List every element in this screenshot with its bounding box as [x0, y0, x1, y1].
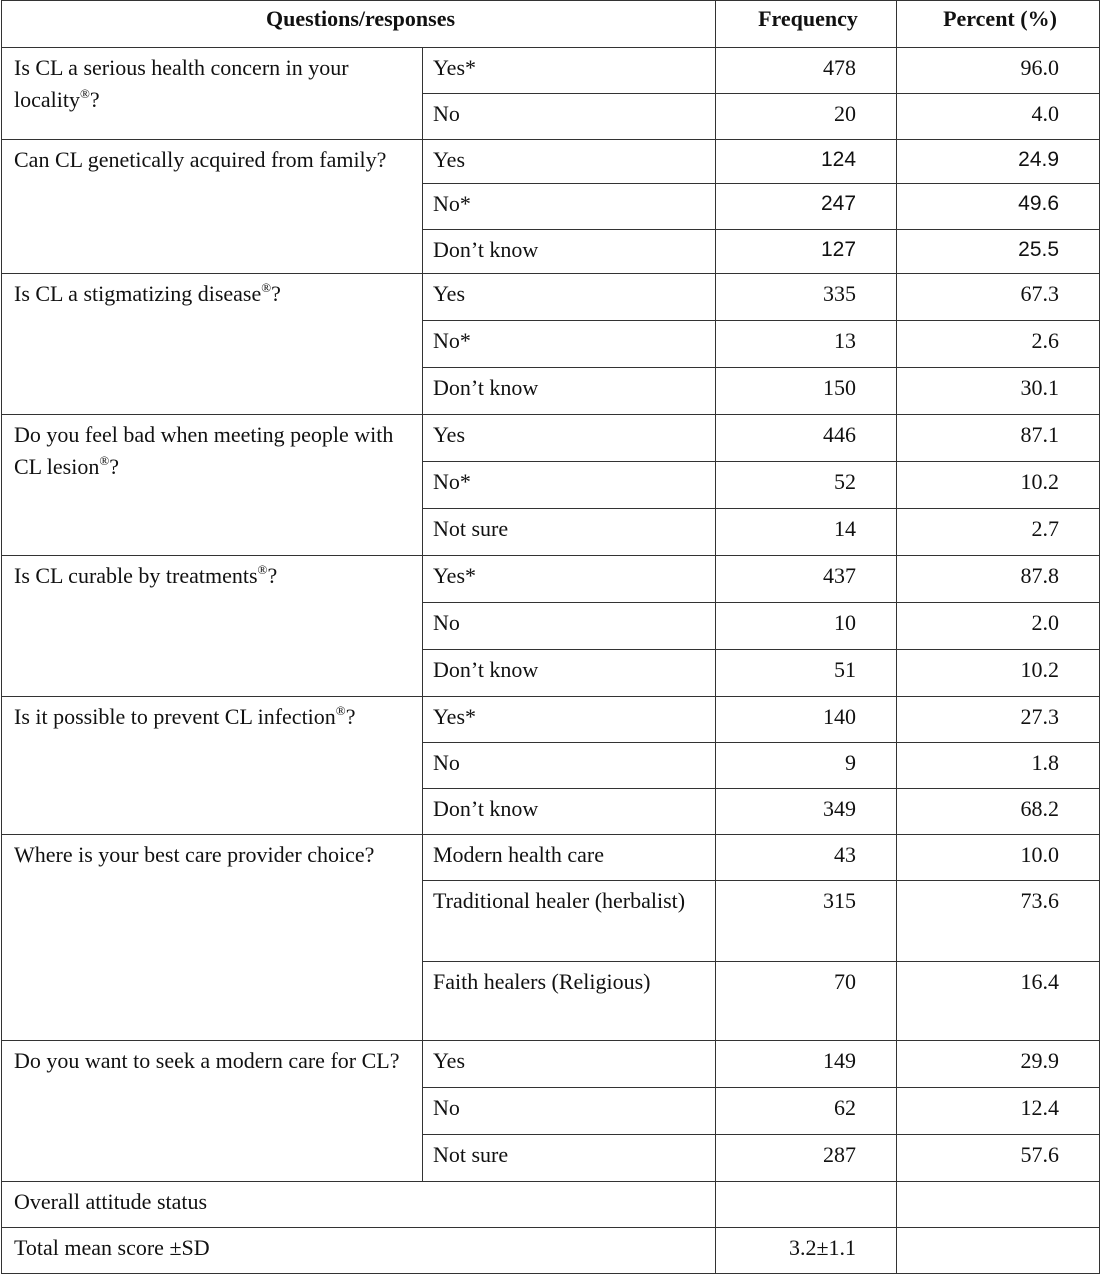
percent-cell: 2.6: [897, 321, 1100, 368]
question-tail: ?: [271, 281, 281, 306]
percent-cell: 16.4: [897, 962, 1100, 1041]
frequency-cell: 13: [716, 321, 897, 368]
registered-mark: ®: [79, 86, 90, 101]
registered-mark: ®: [335, 703, 346, 718]
percent-cell: 12.4: [897, 1088, 1100, 1135]
question-text: Is CL a stigmatizing disease: [14, 281, 262, 306]
question-cell: [2, 556, 423, 697]
question-tail: ?: [267, 563, 278, 588]
frequency-cell: 20: [716, 94, 897, 140]
percent-cell: 2.7: [897, 509, 1100, 556]
header-row: [2, 1, 1100, 48]
response-cell: Yes*: [423, 556, 716, 603]
frequency-cell: 70: [716, 962, 897, 1041]
percent-cell: 29.9: [897, 1041, 1100, 1088]
percent-cell: 49.6: [897, 184, 1100, 230]
question-cell: [2, 1041, 423, 1182]
response-cell: Don’t know: [423, 368, 716, 415]
question-text: Is CL a serious health concern in your locality: [14, 55, 349, 112]
response-cell: Yes: [423, 140, 716, 184]
total-row: [2, 1228, 1100, 1274]
percent-cell: 57.6: [897, 1135, 1100, 1182]
frequency-cell: 52: [716, 462, 897, 509]
percent-cell: 25.5: [897, 230, 1100, 274]
table-row: [2, 274, 1100, 321]
percent-cell: 10.2: [897, 650, 1100, 697]
frequency-cell: 446: [716, 415, 897, 462]
table-row: [2, 1041, 1100, 1088]
response-cell: Faith healers (Religious): [423, 962, 716, 1041]
response-cell: Don’t know: [423, 230, 716, 274]
response-cell: No*: [423, 184, 716, 230]
total-percent: [897, 1228, 1100, 1274]
frequency-cell: 149: [716, 1041, 897, 1088]
frequency-cell: 287: [716, 1135, 897, 1182]
question-tail: ?: [345, 704, 356, 729]
frequency-cell: 315: [716, 881, 897, 962]
question-text: Do you want to seek a modern care for CL?: [14, 1048, 400, 1073]
overall-percent: [897, 1182, 1100, 1228]
frequency-cell: 62: [716, 1088, 897, 1135]
percent-cell: 67.3: [897, 274, 1100, 321]
table-row: [2, 415, 1100, 462]
percent-cell: 2.0: [897, 603, 1100, 650]
question-cell: [2, 835, 423, 1041]
percent-cell: 96.0: [897, 48, 1100, 94]
percent-cell: 73.6: [897, 881, 1100, 962]
question-text: Where is your best care provider choice?: [14, 842, 375, 867]
response-cell: No: [423, 94, 716, 140]
question-tail: ?: [109, 454, 120, 479]
response-cell: Traditional healer (herbalist): [423, 881, 716, 962]
response-cell: Not sure: [423, 1135, 716, 1182]
percent-cell: 10.0: [897, 835, 1100, 881]
response-cell: No: [423, 1088, 716, 1135]
percent-cell: 87.1: [897, 415, 1100, 462]
question-tail: ?: [89, 87, 100, 112]
question-cell: [2, 140, 423, 274]
frequency-cell: 349: [716, 789, 897, 835]
percent-cell: 27.3: [897, 697, 1100, 743]
total-label: Total mean score ±SD: [2, 1228, 716, 1274]
response-cell: Don’t know: [423, 789, 716, 835]
frequency-cell: 9: [716, 743, 897, 789]
total-frequency: 3.2±1.1: [716, 1228, 897, 1274]
response-cell: Not sure: [423, 509, 716, 556]
response-cell: Yes*: [423, 697, 716, 743]
table-row: [2, 48, 1100, 94]
question-text: Is CL curable by treatments: [14, 563, 258, 588]
response-cell: Yes*: [423, 48, 716, 94]
registered-mark: ®: [99, 453, 110, 468]
percent-cell: 87.8: [897, 556, 1100, 603]
percent-cell: 24.9: [897, 140, 1100, 184]
question-text: Do you feel bad when meeting people with CL lesion: [14, 422, 394, 479]
response-cell: No: [423, 743, 716, 789]
frequency-cell: 43: [716, 835, 897, 881]
table-body: [2, 48, 1100, 1182]
response-cell: No*: [423, 321, 716, 368]
question-cell: [2, 415, 423, 556]
percent-cell: 30.1: [897, 368, 1100, 415]
overall-label: Overall attitude status: [2, 1182, 716, 1228]
registered-mark: ®: [257, 562, 268, 577]
percent-cell: 4.0: [897, 94, 1100, 140]
frequency-cell: 51: [716, 650, 897, 697]
frequency-cell: 124: [716, 140, 897, 184]
response-cell: Modern health care: [423, 835, 716, 881]
response-cell: Yes: [423, 274, 716, 321]
frequency-cell: 140: [716, 697, 897, 743]
question-text: Is it possible to prevent CL infection: [14, 704, 336, 729]
percent-cell: 1.8: [897, 743, 1100, 789]
response-cell: No: [423, 603, 716, 650]
percent-cell: 10.2: [897, 462, 1100, 509]
table-row: [2, 835, 1100, 881]
header-questions: Questions/responses: [2, 1, 716, 48]
frequency-cell: 478: [716, 48, 897, 94]
table-row: [2, 556, 1100, 603]
frequency-cell: 10: [716, 603, 897, 650]
frequency-cell: 437: [716, 556, 897, 603]
question-cell: [2, 48, 423, 140]
question-cell: [2, 274, 423, 415]
overall-frequency: [716, 1182, 897, 1228]
question-cell: [2, 697, 423, 835]
response-cell: Don’t know: [423, 650, 716, 697]
response-cell: Yes: [423, 1041, 716, 1088]
response-cell: No*: [423, 462, 716, 509]
header-frequency: Frequency: [716, 1, 897, 48]
frequency-cell: 14: [716, 509, 897, 556]
response-cell: Yes: [423, 415, 716, 462]
frequency-cell: 127: [716, 230, 897, 274]
registered-mark: ®: [261, 280, 272, 295]
frequency-cell: 335: [716, 274, 897, 321]
overall-row: [2, 1182, 1100, 1228]
table-row: [2, 697, 1100, 743]
frequency-cell: 247: [716, 184, 897, 230]
attitude-table: [1, 0, 1100, 1274]
percent-cell: 68.2: [897, 789, 1100, 835]
table-footer: [2, 1182, 1100, 1274]
header-percent: Percent (%): [897, 1, 1100, 48]
table-row: [2, 140, 1100, 184]
question-text: Can CL genetically acquired from family?: [14, 147, 387, 172]
frequency-cell: 150: [716, 368, 897, 415]
